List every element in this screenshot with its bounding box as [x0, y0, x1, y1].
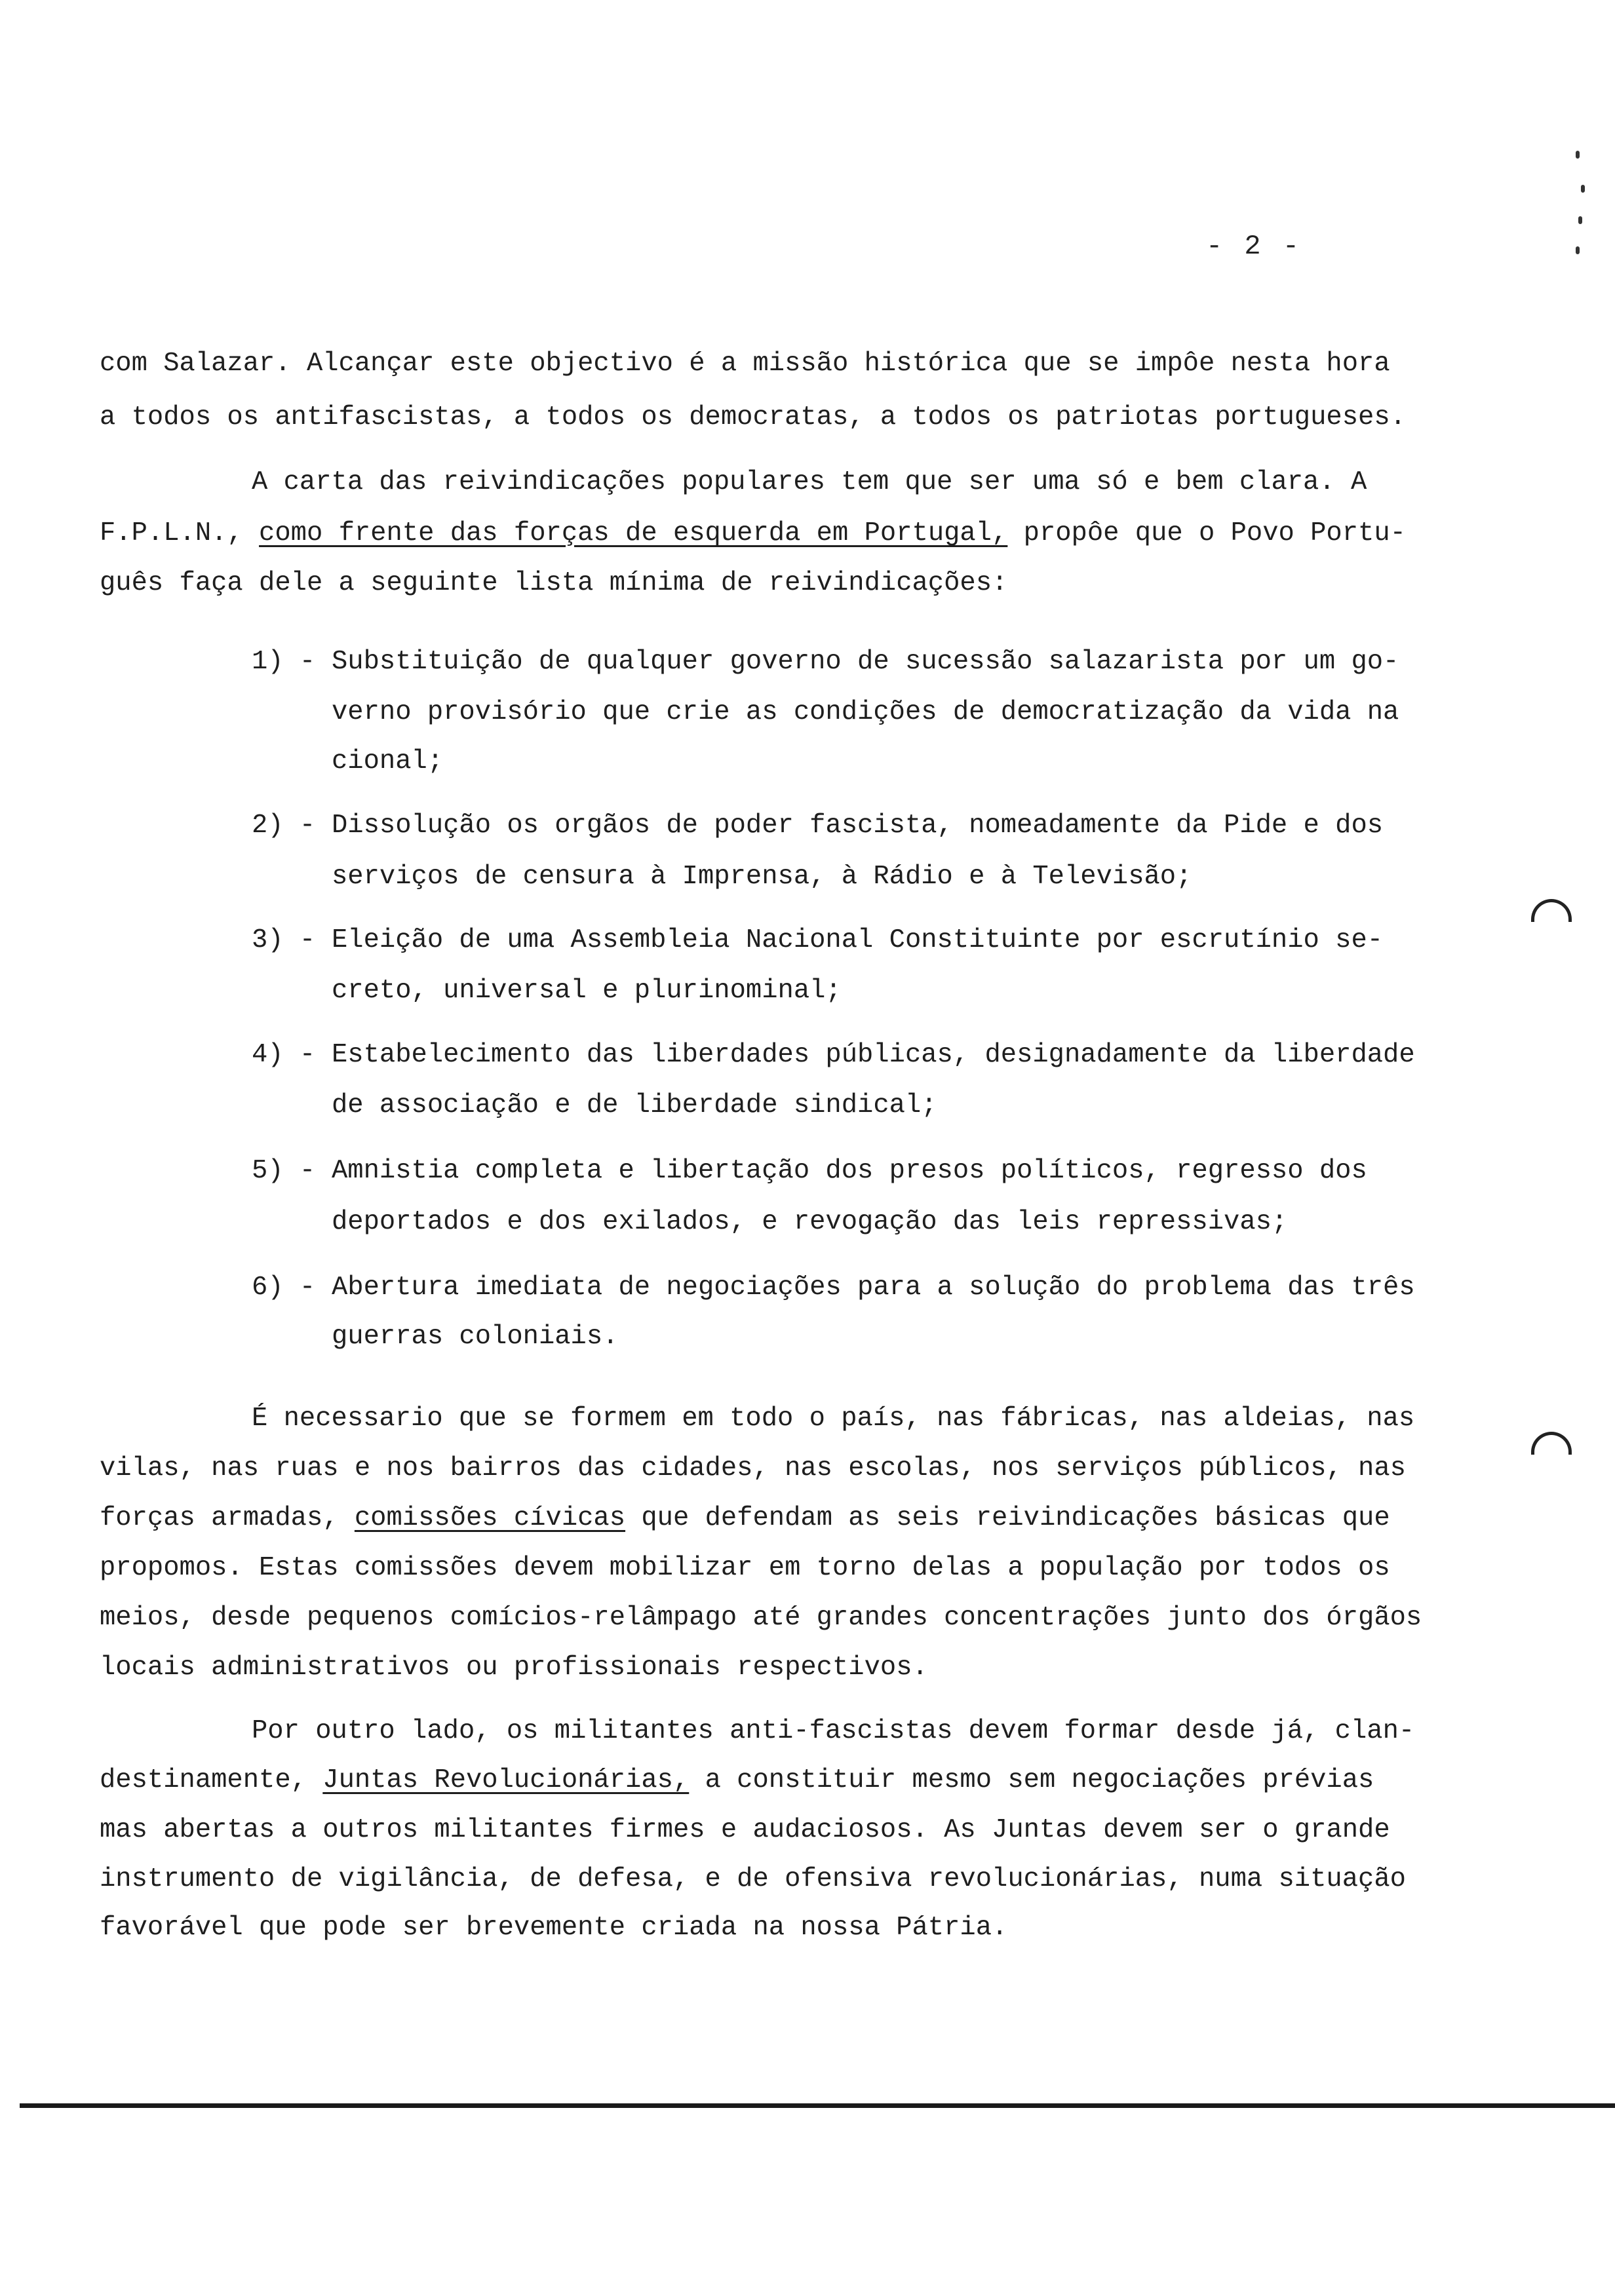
- margin-dot: [1578, 216, 1582, 224]
- bottom-rule: [20, 2103, 1615, 2108]
- demand-number: 2) -: [252, 811, 316, 841]
- demand-line: serviços de censura à Imprensa, à Rádio e à Televisão;: [332, 862, 1192, 892]
- text-line: [100, 1505, 1390, 1532]
- text-line: propomos. Estas comissões devem mobilizar em torno delas a população por todos os: [100, 1553, 1390, 1583]
- text-line: É necessario que se formem em todo o país, nas fábricas, nas aldeias, nas: [252, 1404, 1415, 1434]
- demand-number: 3) -: [252, 925, 316, 955]
- demand-line: Eleição de uma Assembleia Nacional Constituinte por escrutínio se-: [332, 925, 1384, 955]
- underlined-phrase: como frente das forças de esquerda em Portugal,: [259, 518, 1008, 548]
- demand-number: 1) -: [252, 647, 316, 677]
- margin-dot: [1576, 151, 1580, 159]
- text-fragment: que defendam as seis reivindicações básicas que: [625, 1503, 1390, 1533]
- text-line: meios, desde pequenos comícios-relâmpago até grandes concentrações junto dos órgãos: [100, 1603, 1422, 1633]
- text-line: com Salazar. Alcançar este objectivo é a missão histórica que se impôe nesta hora: [100, 349, 1390, 379]
- demand-line: Amnistia completa e libertação dos presos políticos, regresso dos: [332, 1156, 1367, 1186]
- text-line: locais administrativos ou profissionais respectivos.: [100, 1653, 928, 1683]
- underlined-phrase: comissões cívicas: [354, 1503, 626, 1533]
- text-line: guês faça dele a seguinte lista mínima de reivindicações:: [100, 568, 1008, 598]
- margin-mark: [1531, 1432, 1572, 1455]
- demand-line: cional;: [332, 746, 444, 776]
- demand-line: Abertura imediata de negociações para a solução do problema das três: [332, 1272, 1415, 1303]
- text-fragment: propôe que o Povo Portu-: [1007, 518, 1406, 548]
- text-fragment: destinamente,: [100, 1765, 323, 1795]
- margin-dot: [1581, 185, 1585, 193]
- text-line: mas abertas a outros militantes firmes e audaciosos. As Juntas devem ser o grande: [100, 1815, 1390, 1845]
- text-fragment: forças armadas,: [100, 1503, 355, 1533]
- text-line: instrumento de vigilância, de defesa, e de ofensiva revolucionárias, numa situação: [100, 1864, 1406, 1894]
- text-line: a todos os antifascistas, a todos os democratas, a todos os patriotas portugueses.: [100, 402, 1406, 432]
- page-number: - 2 -: [1206, 231, 1302, 262]
- demand-line: creto, universal e plurinominal;: [332, 976, 842, 1006]
- text-line: [100, 520, 1406, 547]
- demand-number: 6) -: [252, 1272, 316, 1303]
- margin-dot: [1576, 246, 1580, 254]
- demand-line: guerras coloniais.: [332, 1322, 619, 1352]
- demand-number: 4) -: [252, 1040, 316, 1070]
- text-line: [100, 1767, 1374, 1794]
- demand-line: Dissolução os orgãos de poder fascista, nomeadamente da Pide e dos: [332, 811, 1384, 841]
- demand-line: de associação e de liberdade sindical;: [332, 1090, 937, 1120]
- demand-line: Substituição de qualquer governo de sucessão salazarista por um go-: [332, 647, 1399, 677]
- demand-line: deportados e dos exilados, e revogação das leis repressivas;: [332, 1207, 1288, 1237]
- text-line: A carta das reivindicações populares tem que ser uma só e bem clara. A: [252, 467, 1367, 497]
- margin-mark: [1531, 899, 1572, 922]
- text-line: favorável que pode ser brevemente criada na nossa Pátria.: [100, 1913, 1008, 1943]
- fpln-label: F.P.L.N.,: [100, 518, 260, 548]
- text-line: vilas, nas ruas e nos bairros das cidades, nas escolas, nos serviços públicos, nas: [100, 1453, 1406, 1483]
- demand-line: verno provisório que crie as condições de democratização da vida na: [332, 697, 1399, 727]
- text-fragment: a constituir mesmo sem negociações prévias: [689, 1765, 1374, 1795]
- demand-number: 5) -: [252, 1156, 316, 1186]
- underlined-phrase: Juntas Revolucionárias,: [322, 1765, 690, 1795]
- demand-line: Estabelecimento das liberdades públicas, designadamente da liberdade: [332, 1040, 1415, 1070]
- text-line: Por outro lado, os militantes anti-fascistas devem formar desde já, clan-: [252, 1716, 1415, 1746]
